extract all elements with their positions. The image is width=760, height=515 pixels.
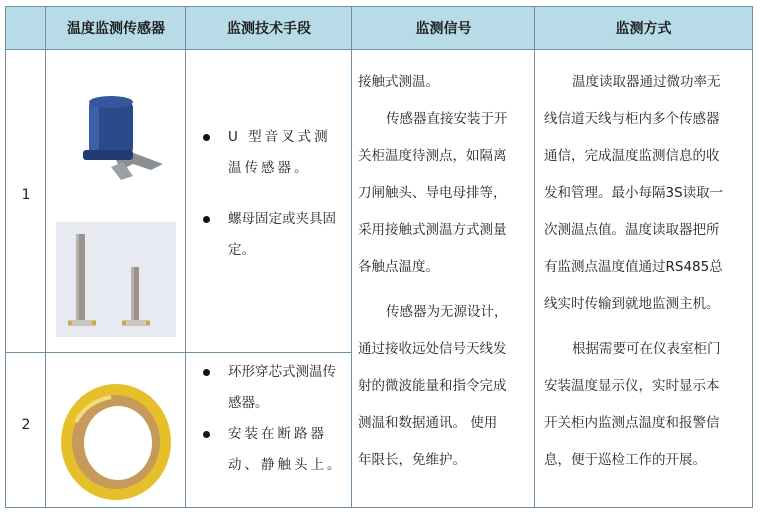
- signal-line: 通过接收远处信号天线发: [358, 341, 507, 357]
- fork-sensor-icon: [71, 92, 166, 187]
- method-line: 发和管理。最小每隔3S读取一: [544, 185, 724, 201]
- bullet-icon: [203, 134, 210, 141]
- technique-item: 环形穿芯式测温传感器。: [228, 364, 336, 411]
- bullet-icon: [203, 369, 210, 376]
- signal-line: 测温和数据通讯。 使用: [358, 415, 498, 431]
- bullet-icon: [203, 431, 210, 438]
- row-divider: [6, 352, 351, 353]
- method-line: 开关柜内监测点温度和报警信: [544, 415, 720, 431]
- col-divider: [185, 7, 186, 507]
- ring-sensor-icon: [56, 377, 176, 502]
- method-line: 次测温点值。温度读取器把所: [544, 222, 720, 238]
- header-divider: [6, 49, 752, 50]
- technique-item: U 型音叉式测温传感器。: [228, 129, 331, 176]
- header-method: 监测方式: [535, 7, 752, 49]
- technique-item: 螺母固定或夹具固定。: [228, 211, 336, 258]
- signal-line: 传感器为无源设计，: [386, 304, 508, 320]
- col-divider: [534, 7, 535, 507]
- signal-line: 接触式测温。: [358, 74, 439, 90]
- row-index-2: 2: [21, 417, 31, 433]
- method-line: 安装温度显示仪，实时显示本: [544, 378, 720, 394]
- method-line: 线信道天线与柜内多个传感器: [544, 111, 720, 127]
- header-blank: [6, 7, 46, 49]
- header-technique: 监测技术手段: [186, 7, 352, 49]
- probe-rods-icon: [56, 222, 176, 337]
- method-line: 温度读取器通过微功率无: [572, 74, 721, 90]
- technique-item: 安装在断路器动、静触头上。: [228, 426, 344, 473]
- method-line: 息，便于巡检工作的开展。: [544, 452, 706, 468]
- signal-line: 关柜温度待测点，如隔离: [358, 148, 507, 164]
- method-line: 根据需要可在仪表室柜门: [572, 341, 721, 357]
- signal-line: 传感器直接安装于开: [386, 111, 508, 127]
- method-line: 线实时传输到就地监测主机。: [544, 296, 720, 312]
- signal-line: 射的微波能量和指令完成: [358, 378, 507, 394]
- bullet-icon: [203, 216, 210, 223]
- col-divider: [351, 7, 352, 507]
- method-line: 通信，完成温度监测信息的收: [544, 148, 720, 164]
- signal-line: 刀闸触头、导电母排等，: [358, 185, 507, 201]
- method-line: 有监测点温度值通过RS485总: [544, 259, 723, 275]
- header-signal: 监测信号: [352, 7, 535, 49]
- monitoring-table: [5, 6, 753, 508]
- signal-line: 年限长，免维护。: [358, 452, 466, 468]
- row-index-1: 1: [21, 187, 31, 203]
- signal-line: 采用接触式测温方式测量: [358, 222, 507, 238]
- signal-line: 各触点温度。: [358, 259, 439, 275]
- header-sensor: 温度监测传感器: [46, 7, 186, 49]
